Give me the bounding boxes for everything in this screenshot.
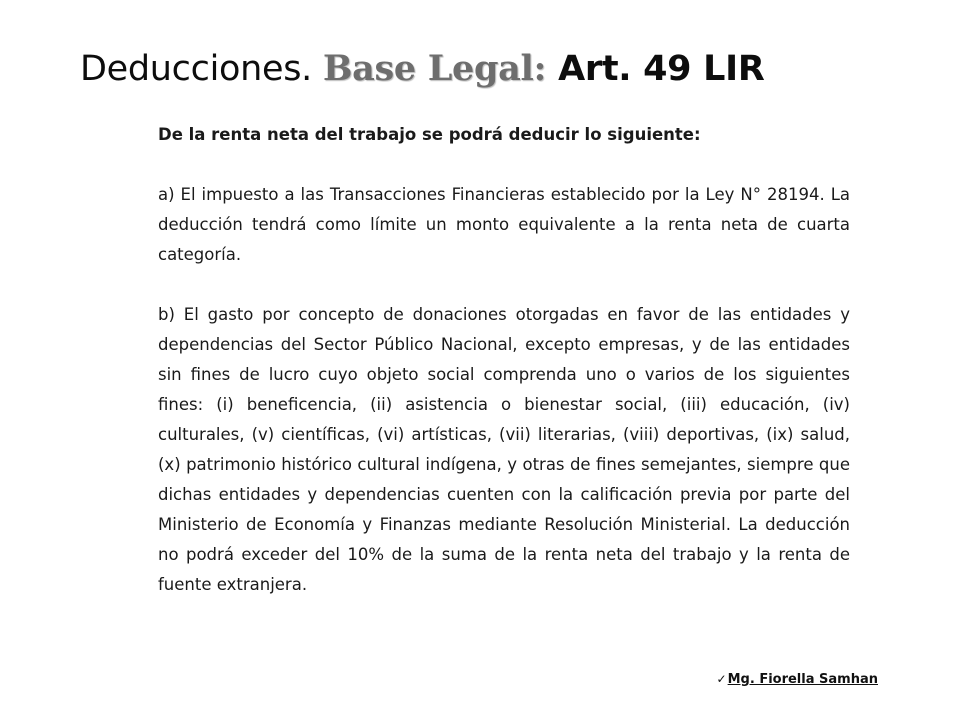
slide-title	[80, 44, 765, 94]
title-part-deducciones: Deducciones.	[80, 49, 323, 89]
author-name: Mg. Fiorella Samhan	[727, 672, 878, 687]
paragraph-a: a) El impuesto a las Transacciones Financieras establecido por la Ley N° 28194. La deducción tendrá como límite un monto equivalente a la renta neta de cuarta categoría.	[158, 185, 850, 264]
check-icon: ✓	[716, 672, 727, 686]
title-part-base-legal: Base Legal:	[322, 48, 547, 89]
intro-text: De la renta neta del trabajo se podrá deducir lo siguiente:	[158, 125, 701, 144]
author-signature	[717, 670, 878, 689]
slide-body	[158, 120, 850, 600]
title-part-article: Art. 49 LIR	[546, 49, 765, 89]
paragraph-b: b) El gasto por concepto de donaciones otorgadas en favor de las entidades y dependencias del Sector Público Nacional, excepto empresas, y de las entidades sin fines de lucro cuyo objeto social comprenda uno o varios de los siguientes fines: (i) beneficencia, (ii) asistencia o bienestar social, (iii) educación, (iv) culturales, (v) científicas, (vi) artísticas, (vii) literarias, (viii) deportivas, (ix) salud, (x) patrimonio histórico cultural indígena, y otras de fines semejantes, siempre que dichas entidades y dependencias cuenten con la calificación previa por parte del Ministerio de Economía y Finanzas mediante Resolución Ministerial. La deducción no podrá exceder del 10% de la suma de la renta neta del trabajo y la renta de fuente extranjera.	[158, 305, 850, 594]
